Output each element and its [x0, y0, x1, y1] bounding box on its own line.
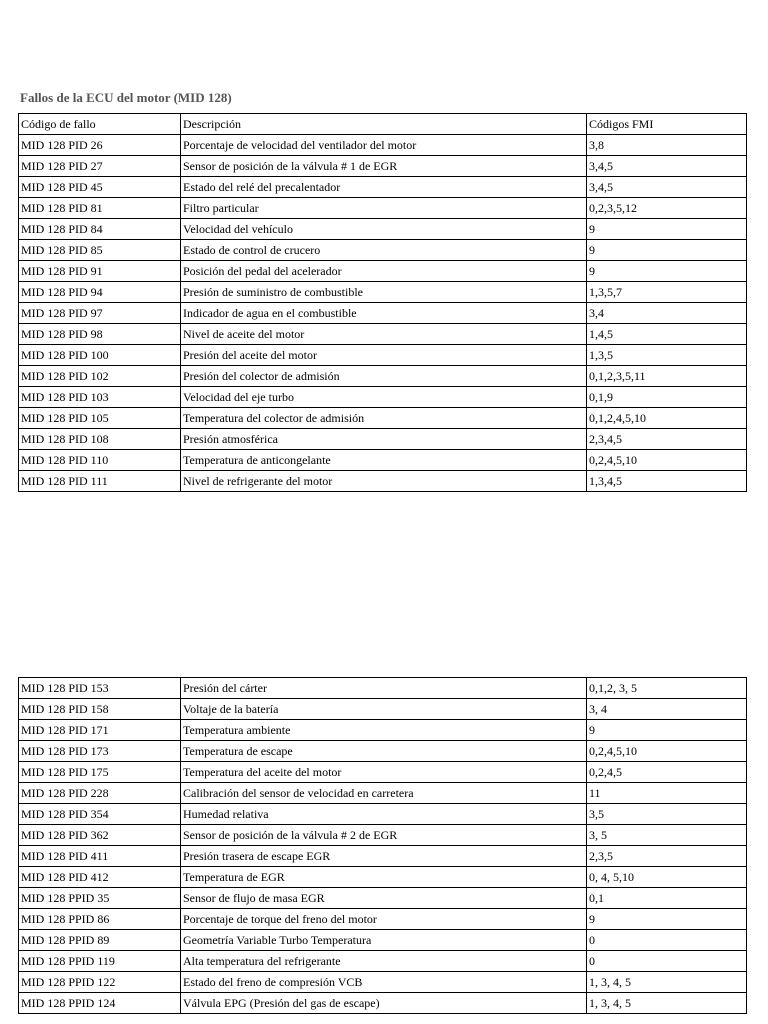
fault-code-cell: MID 128 PPID 119	[19, 951, 181, 972]
fmi-codes-cell: 9	[587, 261, 747, 282]
fmi-codes-cell: 0,1	[587, 888, 747, 909]
description-cell: Presión trasera de escape EGR	[181, 846, 587, 867]
fault-code-cell: MID 128 PID 111	[19, 471, 181, 492]
fault-code-cell: MID 128 PID 45	[19, 177, 181, 198]
table-row	[19, 699, 747, 720]
fmi-codes-cell: 3,5	[587, 804, 747, 825]
fmi-codes-cell: 3,4,5	[587, 156, 747, 177]
description-cell: Presión del cárter	[181, 678, 587, 699]
description-cell: Temperatura ambiente	[181, 720, 587, 741]
fault-code-cell: MID 128 PID 171	[19, 720, 181, 741]
fault-code-cell: MID 128 PID 158	[19, 699, 181, 720]
fmi-codes-cell: 0,2,3,5,12	[587, 198, 747, 219]
fmi-codes-cell: 0,1,2,3,5,11	[587, 366, 747, 387]
fmi-codes-cell: 3,4,5	[587, 177, 747, 198]
fmi-codes-cell: 1,3,5	[587, 345, 747, 366]
table-row	[19, 741, 747, 762]
description-cell: Temperatura de anticongelante	[181, 450, 587, 471]
fault-code-cell: MID 128 PID 27	[19, 156, 181, 177]
fault-code-cell: MID 128 PID 26	[19, 135, 181, 156]
fmi-codes-cell: 0,1,2, 3, 5	[587, 678, 747, 699]
fmi-codes-cell: 1,4,5	[587, 324, 747, 345]
fault-code-cell: MID 128 PPID 86	[19, 909, 181, 930]
description-cell: Presión del aceite del motor	[181, 345, 587, 366]
fault-code-cell: MID 128 PID 102	[19, 366, 181, 387]
fmi-codes-cell: 2,3,4,5	[587, 429, 747, 450]
fmi-codes-cell: 11	[587, 783, 747, 804]
table-row	[19, 993, 747, 1014]
fmi-codes-cell: 1,3,5,7	[587, 282, 747, 303]
table-row	[19, 471, 747, 492]
fmi-codes-cell: 9	[587, 720, 747, 741]
table-row	[19, 888, 747, 909]
fault-code-cell: MID 128 PID 153	[19, 678, 181, 699]
fault-code-cell: MID 128 PID 91	[19, 261, 181, 282]
description-cell: Presión del colector de admisión	[181, 366, 587, 387]
description-cell: Válvula EPG (Presión del gas de escape)	[181, 993, 587, 1014]
description-cell: Estado del relé del precalentador	[181, 177, 587, 198]
table-row	[19, 303, 747, 324]
fault-code-cell: MID 128 PID 105	[19, 408, 181, 429]
table-row	[19, 324, 747, 345]
fault-code-cell: MID 128 PID 412	[19, 867, 181, 888]
table-row	[19, 156, 747, 177]
table-row	[19, 867, 747, 888]
table-row	[19, 678, 747, 699]
description-cell: Sensor de posición de la válvula # 1 de EGR	[181, 156, 587, 177]
table-row	[19, 261, 747, 282]
fmi-codes-cell: 0,2,4,5,10	[587, 450, 747, 471]
fmi-codes-cell: 3, 4	[587, 699, 747, 720]
fault-code-cell: MID 128 PID 103	[19, 387, 181, 408]
fmi-codes-cell: 1, 3, 4, 5	[587, 993, 747, 1014]
description-cell: Alta temperatura del refrigerante	[181, 951, 587, 972]
header-fmi-codes: Códigos FMI	[587, 114, 747, 135]
fmi-codes-cell: 9	[587, 909, 747, 930]
description-cell: Voltaje de la batería	[181, 699, 587, 720]
table-row	[19, 219, 747, 240]
fmi-codes-cell: 1, 3, 4, 5	[587, 972, 747, 993]
description-cell: Presión atmosférica	[181, 429, 587, 450]
fault-code-cell: MID 128 PID 85	[19, 240, 181, 261]
fault-code-cell: MID 128 PID 110	[19, 450, 181, 471]
fmi-codes-cell: 0	[587, 930, 747, 951]
fault-code-cell: MID 128 PID 98	[19, 324, 181, 345]
fault-code-cell: MID 128 PID 173	[19, 741, 181, 762]
description-cell: Nivel de aceite del motor	[181, 324, 587, 345]
table-row	[19, 762, 747, 783]
table-row	[19, 825, 747, 846]
fault-table-2	[18, 677, 747, 1014]
fault-code-cell: MID 128 PID 81	[19, 198, 181, 219]
fault-code-cell: MID 128 PID 354	[19, 804, 181, 825]
description-cell: Filtro particular	[181, 198, 587, 219]
description-cell: Sensor de posición de la válvula # 2 de EGR	[181, 825, 587, 846]
description-cell: Temperatura de escape	[181, 741, 587, 762]
fault-code-cell: MID 128 PPID 89	[19, 930, 181, 951]
fmi-codes-cell: 0,1,9	[587, 387, 747, 408]
table-row	[19, 720, 747, 741]
description-cell: Calibración del sensor de velocidad en carretera	[181, 783, 587, 804]
description-cell: Estado del freno de compresión VCB	[181, 972, 587, 993]
fault-code-cell: MID 128 PID 228	[19, 783, 181, 804]
description-cell: Posición del pedal del acelerador	[181, 261, 587, 282]
description-cell: Nivel de refrigerante del motor	[181, 471, 587, 492]
table-row	[19, 198, 747, 219]
description-cell: Presión de suministro de combustible	[181, 282, 587, 303]
fault-code-cell: MID 128 PID 97	[19, 303, 181, 324]
description-cell: Temperatura del colector de admisión	[181, 408, 587, 429]
fmi-codes-cell: 9	[587, 219, 747, 240]
fmi-codes-cell: 1,3,4,5	[587, 471, 747, 492]
table-row	[19, 804, 747, 825]
table-row	[19, 783, 747, 804]
table-row	[19, 387, 747, 408]
description-cell: Humedad relativa	[181, 804, 587, 825]
table-row	[19, 366, 747, 387]
table-row	[19, 429, 747, 450]
header-description: Descripción	[181, 114, 587, 135]
table-row	[19, 135, 747, 156]
fault-code-cell: MID 128 PID 411	[19, 846, 181, 867]
fmi-codes-cell: 0,2,4,5	[587, 762, 747, 783]
fault-code-cell: MID 128 PPID 124	[19, 993, 181, 1014]
fault-code-cell: MID 128 PID 94	[19, 282, 181, 303]
description-cell: Porcentaje de torque del freno del motor	[181, 909, 587, 930]
table-row	[19, 846, 747, 867]
description-cell: Velocidad del eje turbo	[181, 387, 587, 408]
table-row	[19, 408, 747, 429]
fault-code-cell: MID 128 PID 362	[19, 825, 181, 846]
fault-code-cell: MID 128 PID 100	[19, 345, 181, 366]
description-cell: Estado de control de crucero	[181, 240, 587, 261]
description-cell: Temperatura del aceite del motor	[181, 762, 587, 783]
table-row	[19, 240, 747, 261]
description-cell: Sensor de flujo de masa EGR	[181, 888, 587, 909]
table-row	[19, 930, 747, 951]
table-row	[19, 972, 747, 993]
table-row	[19, 177, 747, 198]
table-row	[19, 282, 747, 303]
page-title: Fallos de la ECU del motor (MID 128)	[20, 90, 232, 105]
fmi-codes-cell: 9	[587, 240, 747, 261]
fault-table-1	[18, 113, 747, 492]
fmi-codes-cell: 3,8	[587, 135, 747, 156]
fmi-codes-cell: 0	[587, 951, 747, 972]
table-row	[19, 450, 747, 471]
description-cell: Geometría Variable Turbo Temperatura	[181, 930, 587, 951]
description-cell: Indicador de agua en el combustible	[181, 303, 587, 324]
fmi-codes-cell: 0,1,2,4,5,10	[587, 408, 747, 429]
fmi-codes-cell: 0, 4, 5,10	[587, 867, 747, 888]
description-cell: Porcentaje de velocidad del ventilador del motor	[181, 135, 587, 156]
fault-code-cell: MID 128 PID 175	[19, 762, 181, 783]
fault-code-cell: MID 128 PID 108	[19, 429, 181, 450]
description-cell: Temperatura de EGR	[181, 867, 587, 888]
description-cell: Velocidad del vehículo	[181, 219, 587, 240]
fault-code-cell: MID 128 PPID 35	[19, 888, 181, 909]
table-row	[19, 909, 747, 930]
fmi-codes-cell: 3,4	[587, 303, 747, 324]
fmi-codes-cell: 0,2,4,5,10	[587, 741, 747, 762]
table-header-row	[19, 114, 747, 135]
header-fault-code: Código de fallo	[19, 114, 181, 135]
fmi-codes-cell: 3, 5	[587, 825, 747, 846]
fault-code-cell: MID 128 PID 84	[19, 219, 181, 240]
fault-code-cell: MID 128 PPID 122	[19, 972, 181, 993]
table-row	[19, 345, 747, 366]
table-row	[19, 951, 747, 972]
fmi-codes-cell: 2,3,5	[587, 846, 747, 867]
